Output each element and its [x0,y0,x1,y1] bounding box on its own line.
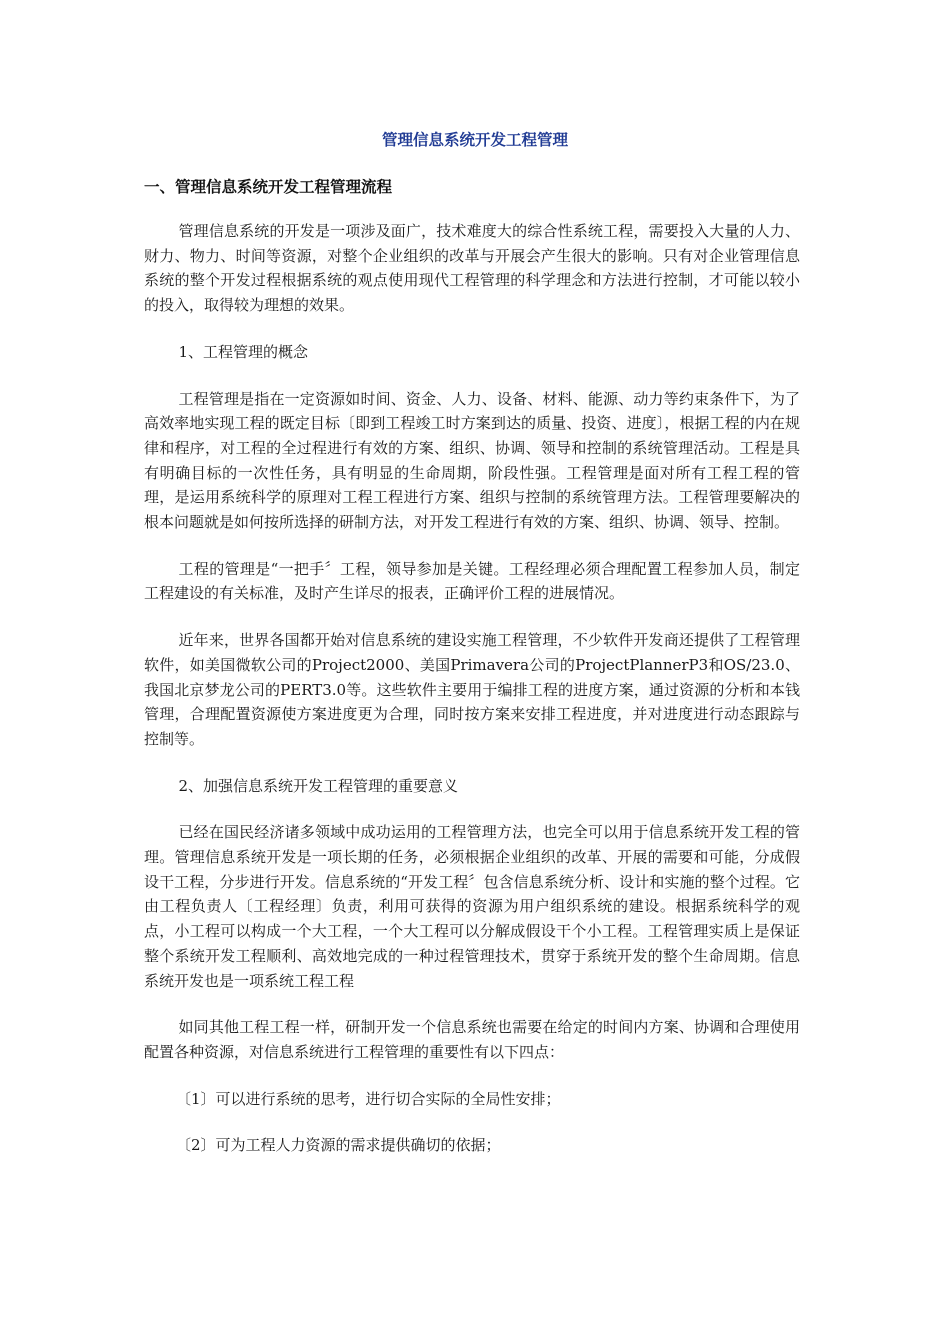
paragraph: 已经在国民经济诸多领域中成功运用的工程管理方法，也完全可以用于信息系统开发工程的管理。管理信息系统开发是一项长期的任务，必须根据企业组织的改革、开展的需要和可能，分成假设干工程，分步进行开发。信息系统的“开发工程〞包含信息系统分析、设计和实施的整个过程。它由工程负责人〔工程经理〕负责，利用可获得的资源为用户组织系统的建设。根据系统科学的观点，小工程可以构成一个大工程，一个大工程可以分解成假设干个小工程。工程管理实质上是保证整个系统开发工程顺利、高效地完成的一种过程管理技术，贯穿于系统开发的整个生命周期。信息系统开发也是一项系统工程工程 [144,823,800,990]
paragraph: 管理信息系统的开发是一项涉及面广，技术难度大的综合性系统工程，需要投入大量的人力、财力、物力、时间等资源，对整个企业组织的改革与开展会产生很大的影响。只有对企业管理信息系统的整个开发过程根据系统的观点使用现代工程管理的科学理念和方法进行控制，才可能以较小的投入，取得较为理想的效果。 [144,222,800,315]
document-title: 管理信息系统开发工程管理 [381,131,568,149]
subsection-heading: 2、加强信息系统开发工程管理的重要意义 [178,776,459,795]
list-item: 〔1〕可以进行系统的思考，进行切合实际的全局性安排； [176,1089,561,1108]
paragraph: 如同其他工程工程一样，研制开发一个信息系统也需要在给定的时间内方案、协调和合理使用配置各种资源，对信息系统进行工程管理的重要性有以下四点： [144,1018,800,1061]
paragraph: 工程的管理是“一把手〞工程，领导参加是关键。工程经理必须合理配置工程参加人员，制定工程建设的有关标准，及时产生详尽的报表，正确评价工程的进展情况。 [144,559,800,603]
section-heading: 一、管理信息系统开发工程管理流程 [144,178,393,196]
paragraph: 近年来，世界各国都开始对信息系统的建设实施工程管理，不少软件开发商还提供了工程管理软件，如美国微软公司的Project2000、美国Primavera公司的ProjectPlannerP3和OS/23.0、我国北京梦龙公司的PERT3.0等。这些软件主要用于编排工程的进度方案，通过资源的分析和本钱管理，合理配置资源使方案进度更为合理，同时按方案来安排工程进度，并对进度进行动态跟踪与控制等。 [144,631,800,748]
paragraph: 工程管理是指在一定资源如时间、资金、人力、设备、材料、能源、动力等约束条件下，为了高效率地实现工程的既定目标〔即到工程竣工时方案到达的质量、投资、进度〕，根据工程的内在规律和程序，对工程的全过程进行有效的方案、组织、协调、领导和控制的系统管理活动。工程是具有明确目标的一次性任务，具有明显的生命周期，阶段性强。工程管理是面对所有工程工程的管理，是运用系统科学的原理对工程工程进行方案、组织与控制的系统管理方法。工程管理要解决的根本问题就是如何按所选择的研制方法，对开发工程进行有效的方案、组织、协调、领导、控制。 [144,389,800,532]
list-item: 〔2〕可为工程人力资源的需求提供确切的依据； [176,1136,501,1155]
document-body [144,219,800,1180]
subsection-heading: 1、工程管理的概念 [178,342,309,361]
